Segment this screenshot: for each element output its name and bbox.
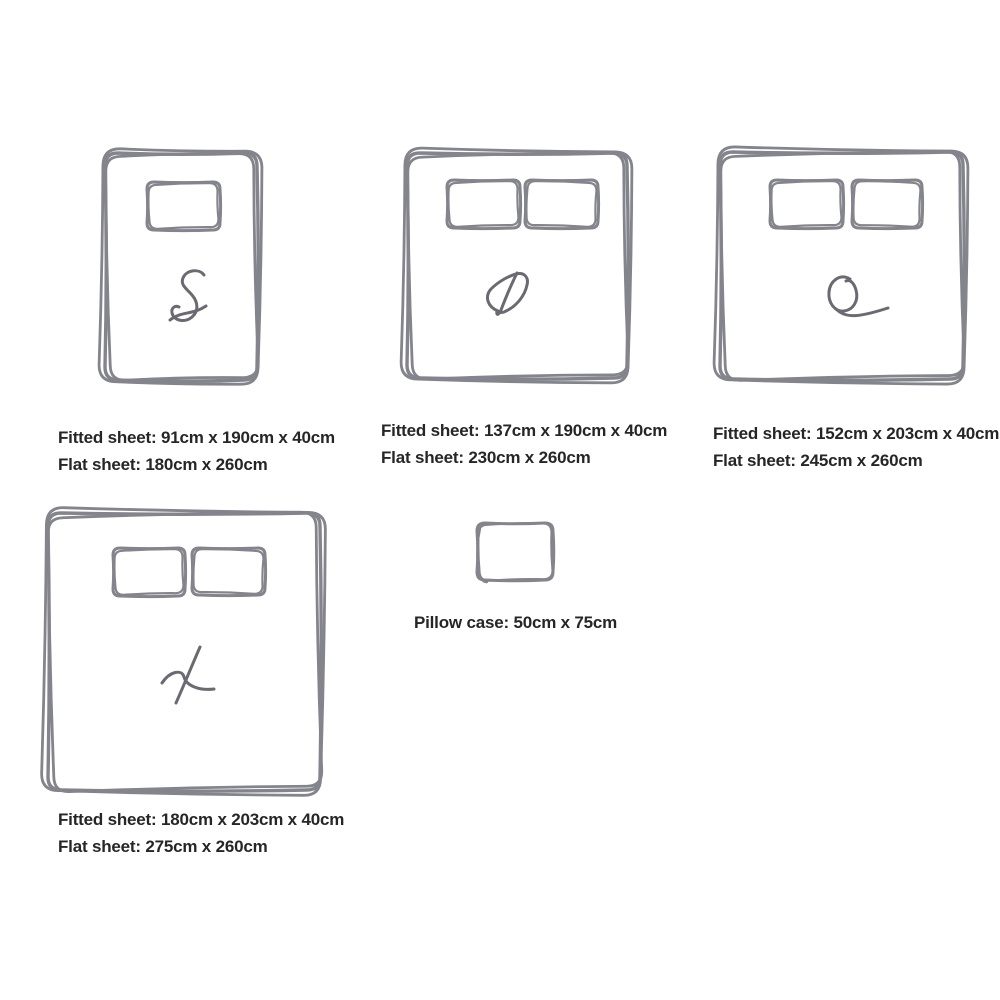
double-specs bbox=[381, 417, 667, 471]
king-bed-drawing-icon bbox=[38, 495, 330, 801]
double-bed-drawing-icon bbox=[395, 138, 645, 394]
pillow-case-drawing-icon bbox=[470, 512, 566, 590]
double-flat-sheet-text: Flat sheet: 230cm x 260cm bbox=[381, 448, 591, 467]
king-flat-sheet-text: Flat sheet: 275cm x 260cm bbox=[58, 837, 268, 856]
single-letter-s-icon bbox=[170, 271, 206, 321]
queen-specs bbox=[713, 420, 999, 474]
pillow-case-text: Pillow case: 50cm x 75cm bbox=[414, 613, 618, 632]
double-letter-d-icon bbox=[487, 273, 527, 314]
pillow-case-specs bbox=[414, 609, 617, 636]
king-fitted-sheet-text: Fitted sheet: 180cm x 203cm x 40cm bbox=[58, 810, 345, 829]
queen-bed-drawing-icon bbox=[712, 140, 974, 396]
single-specs bbox=[58, 424, 335, 478]
queen-fitted-sheet-text: Fitted sheet: 152cm x 203cm x 40cm bbox=[713, 424, 1000, 443]
king-letter-k-icon bbox=[162, 647, 214, 703]
single-bed-drawing-icon bbox=[95, 140, 275, 395]
queen-letter-q-icon bbox=[829, 277, 888, 316]
double-fitted-sheet-text: Fitted sheet: 137cm x 190cm x 40cm bbox=[381, 421, 668, 440]
single-flat-sheet-text: Flat sheet: 180cm x 260cm bbox=[58, 455, 268, 474]
king-specs bbox=[58, 806, 344, 860]
single-fitted-sheet-text: Fitted sheet: 91cm x 190cm x 40cm bbox=[58, 428, 335, 447]
queen-flat-sheet-text: Flat sheet: 245cm x 260cm bbox=[713, 451, 923, 470]
